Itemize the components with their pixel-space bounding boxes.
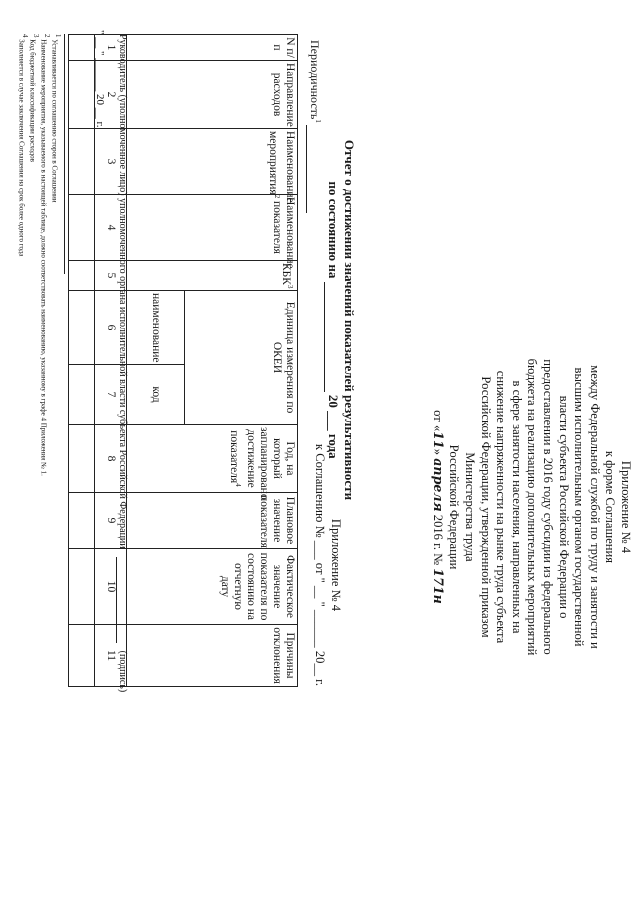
order-number-handwritten: 171н [430, 568, 446, 604]
header-unit-code: код [126, 365, 184, 425]
signature-caption: (подпись) [117, 650, 128, 693]
header-year: Год, на который запланировано достижение показателя$^4$ [126, 425, 297, 493]
column-number: 11 [95, 625, 127, 687]
periodicity-field: Периодичность$^1$ [306, 40, 322, 213]
footnote-2: $^2$ Наименование мероприятия, указываемого в настоящей таблице, должно соответствовать наименованию, указанному в графе 4 Приложения № 1. [39, 34, 51, 476]
column-number: 7 [95, 365, 127, 425]
report-title: Отчет о достижении значений показателей результативности [342, 139, 357, 501]
table-cell [69, 291, 95, 365]
column-number: 6 [95, 291, 127, 365]
report-subtitle: по состоянию на 20 ___ года [326, 181, 341, 459]
column-number: 8 [95, 425, 127, 493]
indicators-table [68, 34, 298, 819]
table-cell [69, 61, 95, 129]
header-actual: Фактическое значение показателя по состоянию на отчетную дату [126, 549, 297, 625]
footnote-divider [64, 34, 65, 274]
header-line: между Федеральной службой по труду и занятости и [587, 365, 602, 649]
header-kbk: КБК$^3$ [126, 261, 297, 291]
table-cell [69, 425, 95, 493]
header-indicator: Наименование показателя [126, 195, 297, 261]
header-planned: Плановое значение показателя [126, 493, 297, 549]
periodicity-label: Периодичность [308, 40, 322, 120]
signature-date: " __ " ______ 20 __ г. [94, 30, 106, 128]
signature-line [116, 34, 128, 692]
column-number: 2 [95, 61, 127, 129]
order-day-handwritten: 11 [430, 431, 446, 449]
appendix-agreement-line: к Соглашению № ___ от " __ " ______ 20__ г. [313, 443, 327, 687]
table-cell [69, 493, 95, 549]
header-measure: Наименование мероприятия$^2$ [126, 129, 297, 195]
appendix-title: Приложение № 4 [329, 518, 343, 612]
header-line: предоставлении в 2016 году субсидии из федерального [541, 359, 556, 655]
column-number: 5 [95, 261, 127, 291]
header-line: в сфере занятости населения, направленных на [509, 380, 524, 634]
table-cell [69, 549, 95, 625]
header-line: Российской Федерации, утвержденной приказом [478, 376, 493, 638]
table-cell [69, 129, 95, 195]
table-cell [69, 625, 95, 687]
column-number: 1 [95, 35, 127, 61]
header-num: N п/п [126, 35, 297, 61]
header-unit-name: наименование [126, 291, 184, 365]
footnote-3: $^3$ Код бюджетной классификации расходов [28, 34, 40, 162]
footnote-4: $^4$ Заполняется в случае заключения Соглашения на срок более одного года [17, 34, 29, 257]
periodicity-blank-line [306, 125, 322, 213]
signature-blank-line [116, 557, 128, 643]
report-title-block [324, 0, 357, 640]
header-direction: Направление расходов [126, 61, 297, 129]
date-blank-line [324, 282, 341, 392]
header-reasons: Причины отклонения [126, 625, 297, 687]
header-line: высшим исполнительным органом государственной [572, 367, 587, 647]
table-cell [69, 365, 95, 425]
header-line: Министерства труда [463, 452, 478, 562]
header-line: снижение напряженности на рынке труда субъекта [494, 370, 509, 644]
column-number: 3 [95, 129, 127, 195]
column-number: 10 [95, 549, 127, 625]
table-cell [69, 35, 95, 61]
header-line: бюджета на реализацию дополнительных мероприятий [525, 358, 540, 656]
column-number: 9 [95, 493, 127, 549]
header-line: власти субъекта Российской Федерации о [556, 395, 571, 619]
appendix-header [429, 277, 633, 737]
signature-text: Руководитель (уполномоченное лицо) уполномоченного органа исполнительной власти субъекта Российской Федерации [117, 34, 128, 549]
table-cell [69, 195, 95, 261]
table-cell [69, 261, 95, 291]
header-unit: Единица измерения по ОКЕИ [184, 291, 297, 425]
order-date-line: от «11» апреля 2016 г. № 171н [430, 410, 446, 604]
table-right-spacer [69, 687, 298, 819]
order-month-handwritten: апреля [430, 458, 446, 512]
header-line: Приложение № 4 [619, 460, 633, 554]
header-line: к форме Соглашения [603, 450, 618, 564]
column-number: 4 [95, 195, 127, 261]
header-line: Российской Федерации [447, 444, 462, 570]
footnote-1: $^1$ Устанавливается по соглашению сторон в Соглашении [50, 34, 62, 203]
